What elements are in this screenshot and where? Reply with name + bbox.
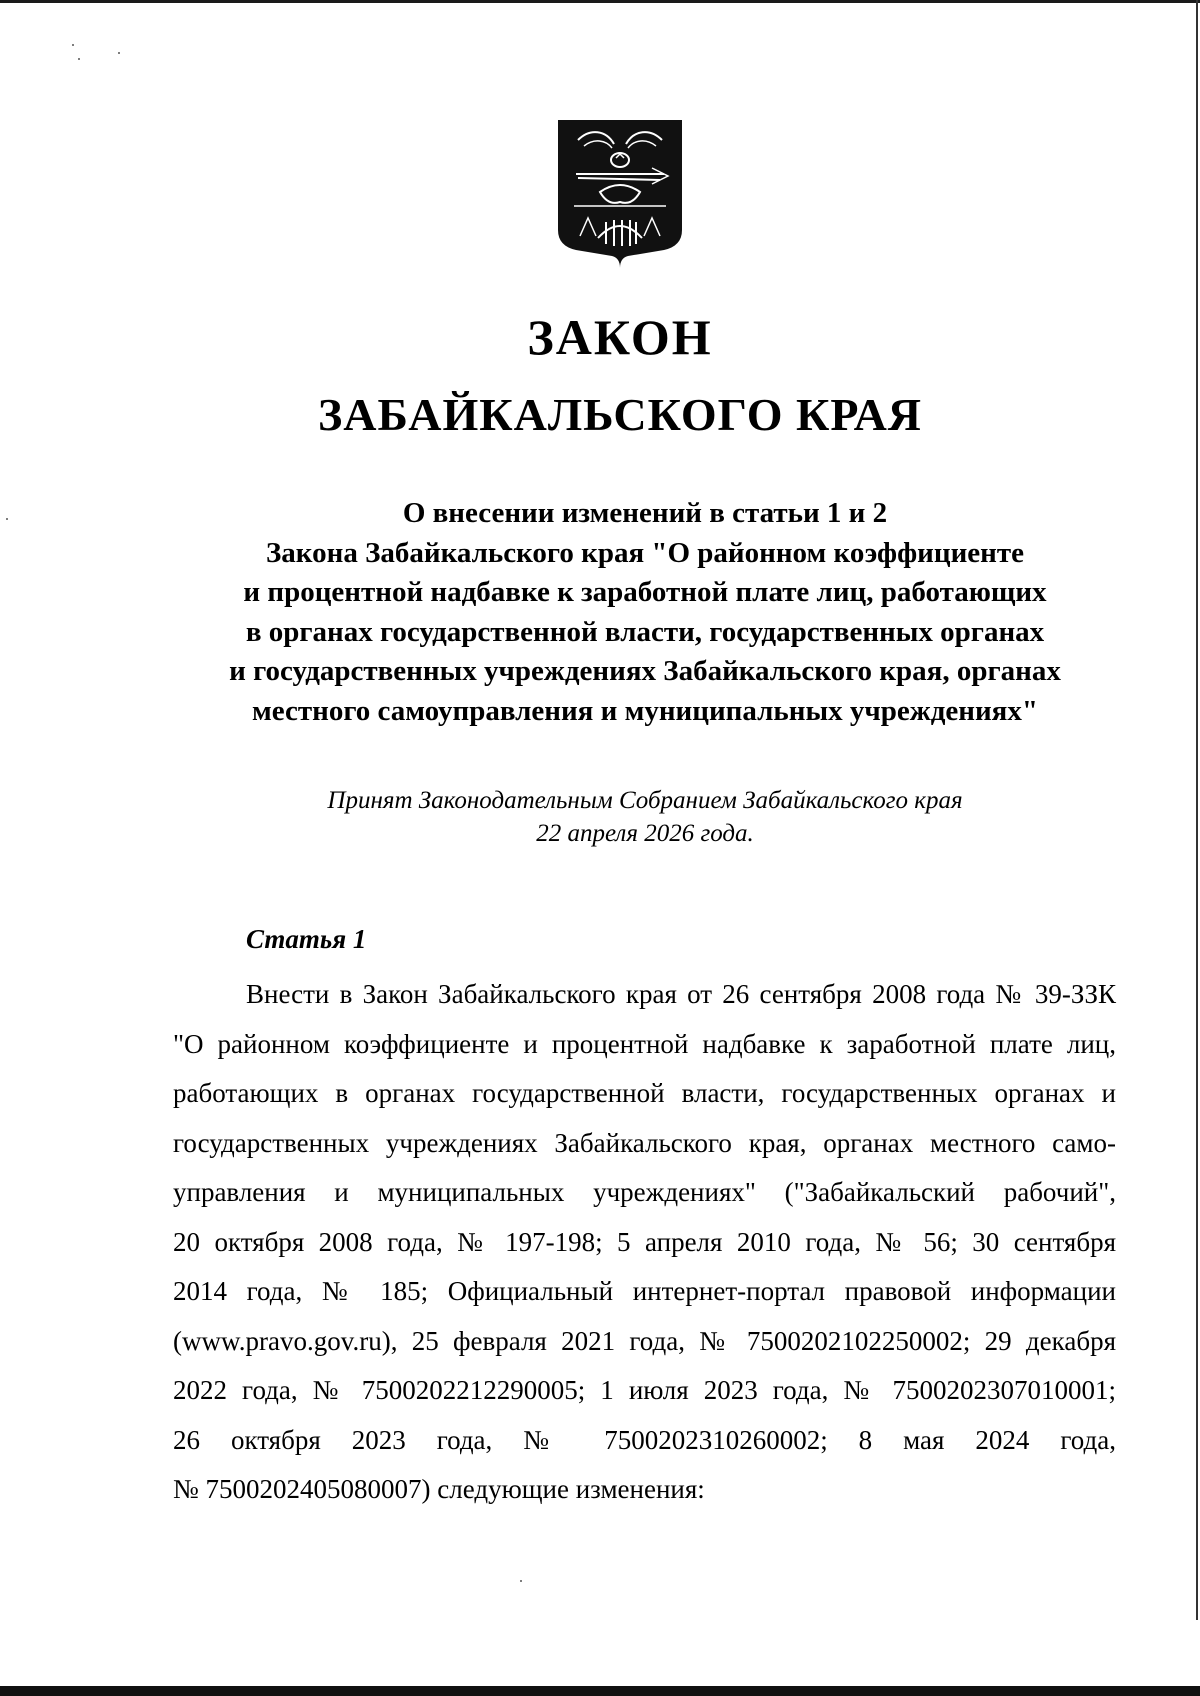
scan-speck — [78, 58, 80, 60]
body-line: 20 октября 2008 года, № 197-198; 5 апреля 2010 года, № 56; 30 сентября — [173, 1226, 1116, 1257]
body-line: "О районном коэффициенте и процентной надбавке к заработной плате лиц, — [173, 1028, 1116, 1059]
article-heading: Статья 1 — [246, 924, 367, 954]
law-subject — [140, 494, 1150, 731]
adoption-date: 22 апреля 2026 года. — [536, 820, 754, 847]
body-line: 2022 года, № 7500202212290005; 1 июля 2023 года, № 7500202307010001; — [173, 1375, 1116, 1405]
body-line: 26 октября 2023 года, № 7500202310260002; 8 мая 2024 года, — [173, 1424, 1116, 1455]
document-title: ЗАКОН — [527, 309, 713, 365]
body-line: государственных учреждениях Забайкальского края, органах местного само- — [173, 1127, 1116, 1158]
adoption-note — [240, 784, 1050, 850]
scan-border-bottom — [0, 1686, 1200, 1696]
coat-of-arms-icon — [556, 118, 684, 268]
body-line: (www.pravo.gov.ru), 25 февраля 2021 года, № 7500202102250002; 29 декабря — [173, 1325, 1116, 1356]
scan-speck — [118, 52, 120, 54]
body-line: 2014 года, № 185; Официальный интернет-портал правовой информации — [173, 1276, 1116, 1306]
article-body — [173, 970, 1116, 1515]
document-region: ЗАБАЙКАЛЬСКОГО КРАЯ — [317, 389, 923, 440]
body-line: работающих в органах государственной власти, государственных органах и — [173, 1078, 1116, 1108]
scan-speck — [520, 1580, 522, 1582]
adoption-line: Принят Законодательным Собранием Забайкальского края — [327, 787, 963, 814]
subject-line: Закона Забайкальского края "О районном коэффициенте — [265, 536, 1025, 569]
scan-speck — [72, 44, 74, 46]
subject-line: местного самоуправления и муниципальных учреждениях" — [252, 694, 1038, 727]
subject-line: и процентной надбавке к заработной плате лиц, работающих — [243, 576, 1047, 608]
body-line: Внести в Закон Забайкальского края от 26 сентября 2008 года № 39-ЗЗК — [246, 979, 1116, 1009]
subject-line: в органах государственной власти, государственных органах — [245, 615, 1045, 648]
body-line: № 7500202405080007) следующие изменения: — [173, 1474, 705, 1504]
subject-line: и государственных учреждениях Забайкальского края, органах — [229, 655, 1061, 687]
scan-border-top — [0, 0, 1200, 3]
scan-speck — [6, 518, 8, 520]
scan-border-right — [1196, 0, 1198, 1620]
subject-line: О внесении изменений в статьи 1 и 2 — [402, 497, 888, 529]
body-line: управления и муниципальных учреждениях" ("Забайкальский рабочий", — [173, 1177, 1116, 1207]
